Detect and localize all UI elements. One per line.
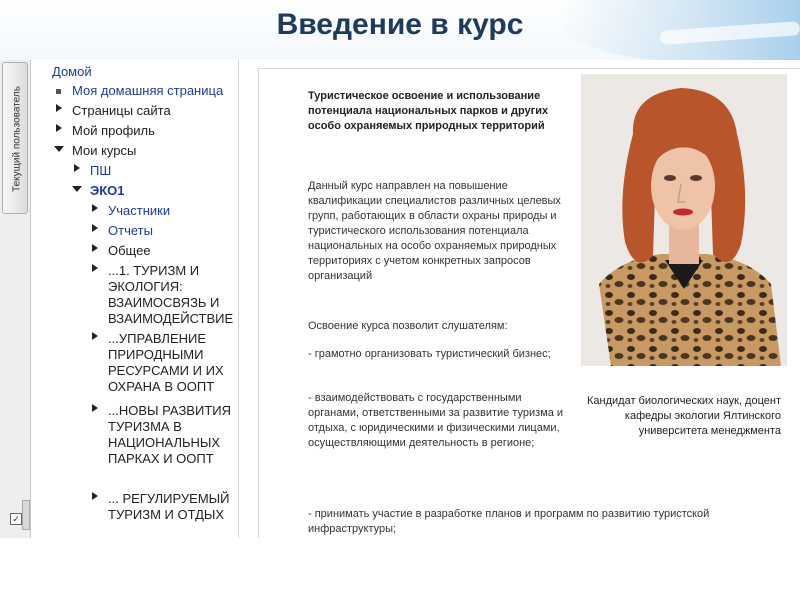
nav-topic-3[interactable]: ...НОВЫ РАЗВИТИЯ ТУРИЗМА В НАЦИОНАЛЬНЫХ ПАРКАХ И ООПТ	[108, 403, 231, 466]
course-bullet-3: - принимать участие в разработке планов и программ по развитию туристской инфраструктуры;	[308, 508, 710, 535]
course-heading: Туристическое освоение и использование потенциала национальных парков и других особо охраняемых природных территорий	[308, 90, 549, 132]
triangle-right-icon[interactable]	[92, 264, 98, 272]
triangle-right-icon[interactable]	[92, 492, 98, 500]
slide-footer	[0, 538, 800, 600]
triangle-right-icon[interactable]	[92, 332, 98, 340]
square-bullet-icon	[56, 89, 61, 94]
nav-my-home-link[interactable]: Моя домашняя страница	[72, 83, 224, 98]
nav-my-profile[interactable]: Мой профиль	[72, 123, 155, 138]
nav-course-eko1-link[interactable]: ЭКО1	[90, 183, 125, 198]
course-description: Данный курс направлен на повышение квалификации специалистов различных целевых групп, работающих в области охраны природы и туристического использования потенциала национальных на особо охраняемых природных территориях с учетом конкретных запросов организаций	[308, 180, 561, 282]
dock-handle[interactable]	[22, 500, 30, 530]
triangle-right-icon[interactable]	[92, 204, 98, 212]
nav-topic-2[interactable]: ...УПРАВЛЕНИЕ ПРИРОДНЫМИ РЕСУРСАМИ И ИХ ОХРАНА В ООПТ	[108, 331, 224, 394]
nav-topic-1[interactable]: ...1. ТУРИЗМ И ЭКОЛОГИЯ: ВЗАИМОСВЯЗЬ И ВЗАИМОДЕЙСТВИЕ	[108, 263, 234, 326]
course-bullet-2: - взаимодействовать с государственными органами, ответственными за развитие туризма и отдыха, с юридическими и физическими лицами, осуществляющими деятельность в регионе;	[308, 392, 564, 449]
current-user-block-tab[interactable]	[2, 62, 28, 214]
nav-general[interactable]: Общее	[108, 243, 151, 258]
triangle-right-icon[interactable]	[56, 104, 62, 112]
triangle-right-icon[interactable]	[92, 244, 98, 252]
nav-divider	[238, 60, 239, 538]
triangle-right-icon[interactable]	[92, 224, 98, 232]
portrait-illustration	[581, 74, 787, 366]
slide-header	[0, 0, 800, 62]
slide-title: Введение в курс	[276, 8, 524, 41]
course-bullet-1: - грамотно организовать туристический бизнес;	[308, 348, 551, 360]
block-dock	[0, 60, 31, 538]
nav-topic-4[interactable]: ... РЕГУЛИРУЕМЫЙ ТУРИЗМ И ОТДЫХ	[108, 491, 230, 522]
current-user-block-label: Текущий пользователь	[11, 86, 23, 192]
triangle-right-icon[interactable]	[92, 404, 98, 412]
instructor-photo	[581, 74, 787, 366]
course-content	[258, 68, 800, 538]
dock-checkbox[interactable]: ✓	[10, 513, 22, 525]
nav-course-psh-link[interactable]: ПШ	[90, 163, 112, 178]
triangle-right-icon[interactable]	[74, 164, 80, 172]
browser-screenshot	[0, 60, 800, 538]
instructor-caption: Кандидат биологических наук, доцент кафедры экологии Ялтинского университета менеджмента	[587, 395, 781, 437]
triangle-down-icon[interactable]	[72, 186, 82, 192]
nav-participants-link[interactable]: Участники	[108, 203, 171, 218]
course-intro: Освоение курса позволит слушателям:	[308, 320, 508, 332]
navigation-block	[36, 60, 238, 538]
nav-my-courses[interactable]: Мои курсы	[72, 143, 137, 158]
nav-home-link[interactable]: Домой	[52, 64, 92, 79]
nav-site-pages[interactable]: Страницы сайта	[72, 103, 171, 118]
triangle-down-icon[interactable]	[54, 146, 64, 152]
nav-reports-link[interactable]: Отчеты	[108, 223, 153, 238]
triangle-right-icon[interactable]	[56, 124, 62, 132]
